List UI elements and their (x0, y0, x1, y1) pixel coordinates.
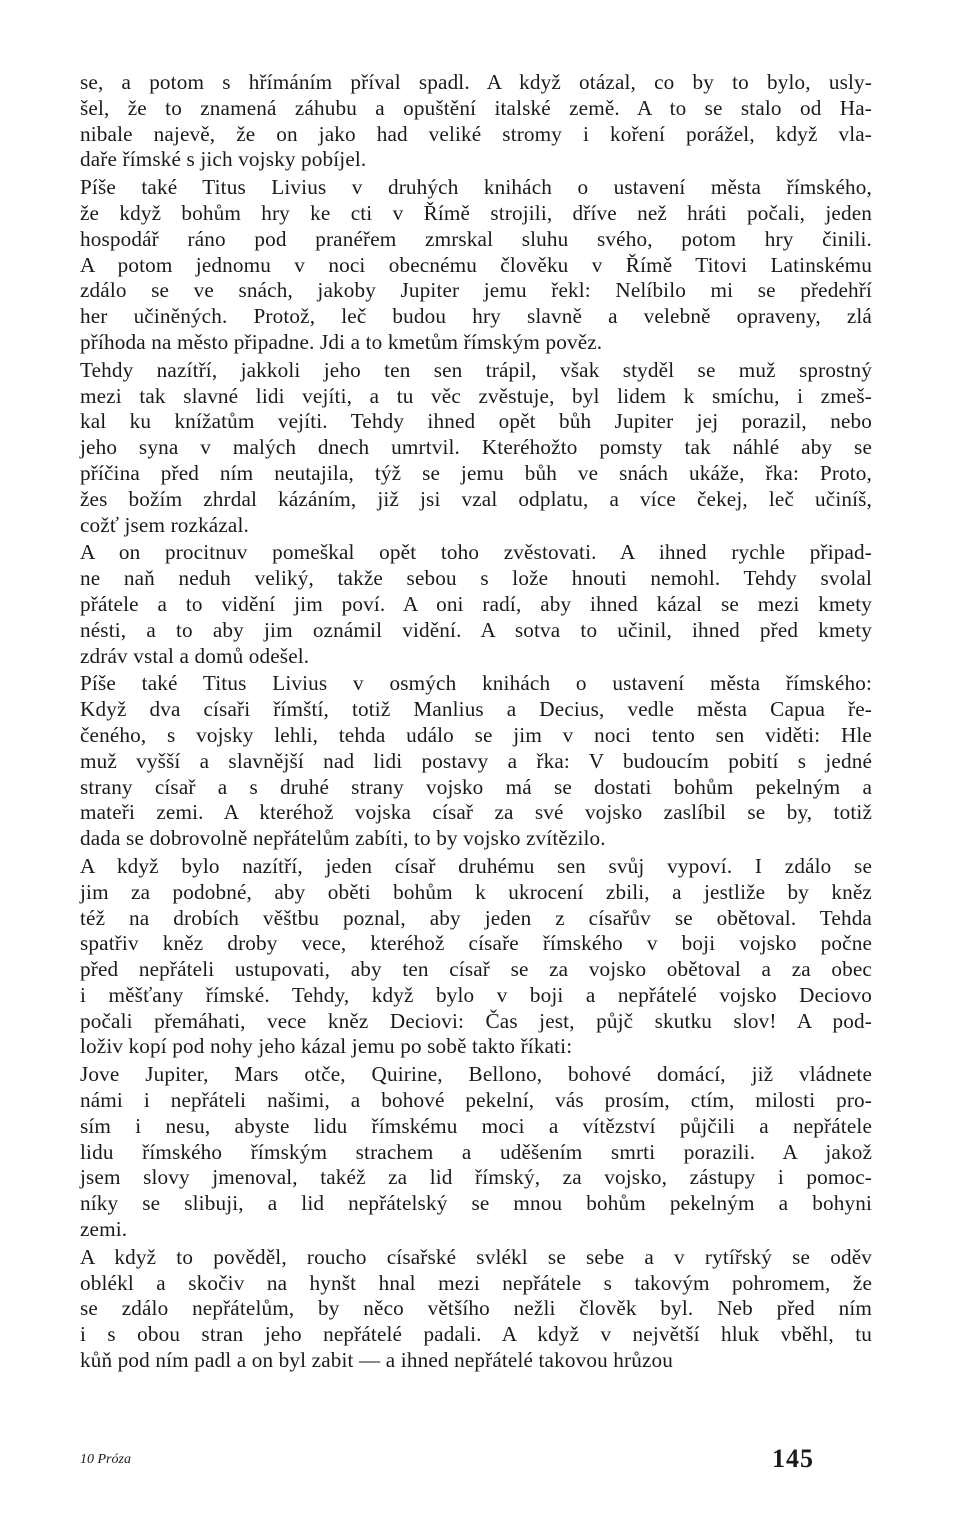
text-line: her učiněných. Protož, leč budou hry slavně a velebně opraveny, zlá (80, 304, 872, 329)
text-line: mezi tak slavné lidi vejíti, a tu věc zvěstuje, byl lidem k smíchu, i zmeš- (80, 383, 872, 408)
text-line: lidu římského římským strachem a uděšením smrti porazili. A jakož (80, 1139, 872, 1164)
text-line: nésti, a to aby jim oznámil vidění. A sotva to učinil, ihned před kmety (80, 617, 872, 642)
paragraph (80, 1062, 872, 1243)
text-line: příhoda na město připadne. Jdi a to kmetům římským pověz. (80, 329, 603, 354)
text-line: jeho syna v malých dnech umrtvil. Kteréhožto pomsty tak náhlé aby se (80, 435, 872, 460)
paragraph (80, 1245, 872, 1374)
text-line: Píše také Titus Livius v osmých knihách o ustavení města římského: (80, 671, 872, 696)
text-line: Když dva císaři římští, totiž Manlius a Decius, vedle města Capua ře- (80, 697, 872, 722)
text-line: se zdálo nepřátelům, by něco většího nežli člověk byl. Neb před ním (80, 1296, 872, 1321)
paragraph (80, 358, 872, 539)
paragraph (80, 70, 872, 173)
text-line: kůň pod ním padl a on byl zabit — a ihned nepřátelé takovou hrůzou (80, 1348, 673, 1373)
text-line: šel, že to znamená záhubu a opuštění italské země. A to se stalo od Ha- (80, 95, 872, 120)
text-line: námi i nepřáteli našimi, a bohové pekelní, vás prosím, ctím, milosti pro- (80, 1088, 872, 1113)
text-line: hospodář ráno pod pranéřem zmrskal sluhu svého, potom hry činili. (80, 226, 872, 251)
text-line: kal ku knížatům vejíti. Tehdy ihned opět bůh Jupiter jej porazil, nebo (80, 409, 872, 434)
page-footer (80, 1440, 872, 1480)
text-line: A potom jednomu v noci obecnému člověku v Římě Titovi Latinskému (80, 252, 872, 277)
text-line: čeného, s vojsky lehli, tehda událo se jim v noci tento sen viděti: Hle (80, 722, 872, 747)
text-line: žes božím zhrdal kázáním, již jsi vzal odplatu, a více čekej, leč učiníš, (80, 486, 872, 511)
paragraph (80, 854, 872, 1060)
text-line: mateři zemi. A kteréhož vojska císař za své vojsko zaslíbil se by, totiž (80, 800, 872, 825)
text-line: zemi. (80, 1217, 128, 1242)
text-line: nibale najevě, že on jako had veliké stromy i koření porážel, když vla- (80, 121, 872, 146)
text-line: před nepřáteli ustupovati, aby ten císař se za vojsko obětoval a za obec (80, 957, 872, 982)
paragraph (80, 671, 872, 852)
text-line: loživ kopí pod nohy jeho kázal jemu po sobě takto říkati: (80, 1034, 573, 1059)
text-line: též na drobích věštbu poznal, aby jeden z císařův se obětoval. Tehda (80, 905, 872, 930)
text-line: i měšťany římské. Tehdy, když bylo v boji a nepřátelé vojsko Deciovo (80, 982, 872, 1007)
paragraph (80, 540, 872, 669)
text-line: Tehdy nazítří, jakkoli jeho ten sen trápil, však styděl se muž sprostný (80, 357, 872, 382)
text-line: cožť jsem rozkázal. (80, 512, 249, 537)
text-line: příčina před ním neutajila, týž se jemu bůh ve snách ukáže, řka: Proto, (80, 460, 872, 485)
text-line: Jove Jupiter, Mars otče, Quirine, Bellono, bohové domácí, již vládnete (80, 1062, 872, 1087)
text-line: se, a potom s hřímáním příval spadl. A když otázal, co by to bylo, usly- (80, 70, 872, 94)
text-line: přátele a to vidění jim poví. A oni radí, aby ihned kázal se mezi kmety (80, 591, 872, 616)
text-line: daře římské s jich vojsky pobíjel. (80, 147, 367, 172)
text-line: muž vyšší a slavnější nad lidi postavy a řka: V budoucím pobití s jedné (80, 748, 872, 773)
text-line: jim za podobné, aby oběti bohům k ukrocení zbili, a jestliže by kněz (80, 879, 872, 904)
text-line: níky se slibuji, a lid nepřátelský se mnou bohům pekelným a bohyni (80, 1191, 872, 1216)
text-line: zdráv vstal a domů odešel. (80, 643, 310, 668)
text-line: A když to pověděl, roucho císařské svlékl se sebe a v rytířský se oděv (80, 1244, 872, 1269)
page-body (80, 70, 872, 1376)
printer-signature: 10 Próza (80, 1452, 131, 1467)
text-line: strany císař a s druhé strany vojsko má se dostati bohům pekelným a (80, 774, 872, 799)
text-line: ne naň neduh veliký, takže sebou s lože hnouti nemohl. Tehdy svolal (80, 566, 872, 591)
text-line: počali přemáhati, vece kněz Deciovi: Čas jest, půjč skutku slov! A pod- (80, 1008, 872, 1033)
text-line: A když bylo nazítří, jeden císař druhému sen svůj vypoví. I zdálo se (80, 853, 872, 878)
text-line: že když bohům hry ke cti v Římě strojili, dříve než hráti počali, jeden (80, 200, 872, 225)
text-line: sím i nesu, abyste lidu římskému moci a vítězství půjčili a nepřátele (80, 1113, 872, 1138)
paragraph (80, 175, 872, 356)
text-line: oblékl a skočiv na hynšt hnal mezi nepřátele s takovým pohromem, že (80, 1270, 872, 1295)
text-line: Píše také Titus Livius v druhých knihách o ustavení města římského, (80, 175, 872, 200)
text-line: spatřiv kněz droby vece, kteréhož císaře římského v boji vojsko počne (80, 931, 872, 956)
text-line: i s obou stran jeho nepřátelé padali. A když v největší hluk vběhl, tu (80, 1322, 872, 1347)
page-number: 145 (772, 1444, 814, 1473)
text-line: dada se dobrovolně nepřátelům zabíti, to by vojsko zvítězilo. (80, 826, 606, 851)
text-line: A on procitnuv pomeškal opět toho zvěstovati. A ihned rychle připad- (80, 540, 872, 565)
text-line: zdálo se ve snách, jakoby Jupiter jemu řekl: Nelíbilo mi se předehří (80, 278, 872, 303)
text-line: jsem slovy jmenoval, takéž za lid římský, za vojsko, zástupy i pomoc- (80, 1165, 872, 1190)
